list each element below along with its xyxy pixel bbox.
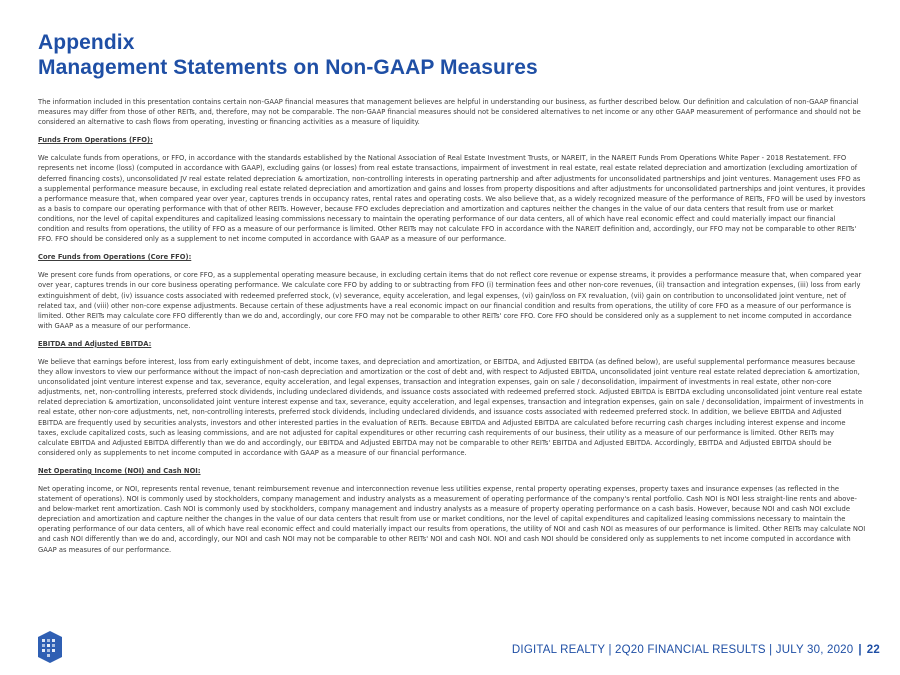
digital-realty-logo-icon [38, 631, 62, 663]
title-line-2: Management Statements on Non-GAAP Measures [38, 56, 538, 79]
content-area [38, 97, 866, 563]
section-ebitda [38, 339, 866, 458]
section-noi [38, 466, 866, 555]
section-body: We calculate funds from operations, or FFO, in accordance with the standards established by the National Association of Real Estate Investment Trusts, or NAREIT, in the NAREIT Funds From Operations White Paper - 2018 Restatement. FFO represents net income (loss) (computed in accordance with GAAP), excluding gains (or losses) from real estate transactions, impairment of investment in real estate, real estate related depreciation and amortization (excluding amortization of deferred financing costs), unconsolidated JV real estate related depreciation & amortization, non-controlling interests in operating partnership and after adjustments for unconsolidated partnerships and joint ventures. Management uses FFO as a supplemental performance measure because, in excluding real estate related depreciation and amortization and gains and losses from property dispositions and after adjustments for unconsolidated partnerships and joint ventures, it provides a performance measure that, when compared year over year, captures trends in occupancy rates, rental rates and operating costs. We also believe that, as a widely recognized measure of the performance of REITs, FFO will be used by investors as a basis to compare our operating performance with that of other REITs. However, because FFO excludes depreciation and amortization and captures neither the changes in the value of our data centers that result from use or market conditions, nor the level of capital expenditures and capitalized leasing commissions necessary to maintain the operating performance of our data centers, all of which have real economic effect and could materially impact our financial condition and results from operations, the utility of FFO as a measure of our performance is limited. Other REITs may not calculate FFO in accordance with the NAREIT definition and, accordingly, our FFO may not be comparable to other REITs' FFO. FFO should be considered only as a supplement to net income computed in accordance with GAAP as a measure of our performance. [38, 154, 866, 244]
section-heading: Core Funds from Operations (Core FFO): [38, 253, 192, 262]
logo-mark [38, 631, 62, 663]
section-heading: EBITDA and Adjusted EBITDA: [38, 339, 152, 348]
section-body: Net operating income, or NOI, represents rental revenue, tenant reimbursement revenue and interconnection revenue less utilities expense, rental property operating expenses, property taxes and insurance expenses (as reflected in the statement of operations). NOI is commonly used by stockholders, company management and industry analysts as a measurement of operating performance of the company's rental portfolio. Cash NOI is NOI less straight-line rents and above- and below-market rent amortization. Cash NOI is commonly used by stockholders, company management and industry analysts as a measure of property operating performance on a cash basis. However, because NOI and cash NOI exclude depreciation and amortization and capture neither the changes in the value of our data centers that result from use or market conditions, nor the level of capital expenditures and capitalized leasing commissions necessary to maintain the operating performance of our data centers, all of which have real economic effect and could materially impact our results from operations, the utility of NOI and cash NOI as measures of our performance is limited. Other REITs may calculate NOI and cash NOI differently than we do and, accordingly, our NOI and cash NOI may not be comparable to other REITs' NOI and cash NOI. NOI and cash NOI should be considered only as supplements to net income computed in accordance with GAAP as measures of our performance. [38, 485, 866, 554]
section-heading: Net Operating Income (NOI) and Cash NOI: [38, 466, 201, 475]
page-number: 22 [866, 644, 880, 656]
section-body: We believe that earnings before interest, loss from early extinguishment of debt, income taxes, and depreciation and amortization, or EBITDA, and Adjusted EBITDA (as defined below), are useful supplemental performance measures because they allow investors to view our performance without the impact of non-cash depreciation and amortization or the cost of debt and, with respect to Adjusted EBITDA, unconsolidated joint venture real estate related depreciation & amortization, unconsolidated joint venture interest expense and tax, severance, equity acceleration, and legal expenses, transaction and integration expenses, gain on sale / deconsolidation, impairment of investments in real estate, other non-core adjustments, net, non-controlling interests, preferred stock dividends, including undeclared dividends, and issuance costs associated with redeemed preferred stock. Adjusted EBITDA is EBITDA excluding unconsolidated joint venture real estate related depreciation & amortization, unconsolidated joint venture interest expense and tax, severance, equity acceleration, and legal expenses, transaction and integration expenses, gain on sale / deconsolidation, impairment of investments in real estate, other non-core adjustments, net, non-controlling interests, preferred stock dividends, including undeclared dividends, and issuance costs associated with redeemed preferred stock. In addition, we believe EBITDA and Adjusted EBITDA are frequently used by securities analysts, investors and other interested parties in the evaluation of REITs. Because EBITDA and Adjusted EBITDA are calculated before recurring cash charges including interest expense and income taxes, exclude capitalized costs, such as leasing commissions, and are not adjusted for capital expenditures or other recurring cash requirements of our business, their utility as a measure of our performance is limited. Other REITs may calculate EBITDA and Adjusted EBITDA differently than we do and accordingly, our EBITDA and Adjusted EBITDA may not be comparable to other REITs' EBITDA and Adjusted EBITDA. Accordingly, EBITDA and Adjusted EBITDA should be considered only as supplements to net income computed in accordance with GAAP as a measure of our financial performance. [38, 357, 864, 457]
page-title [38, 30, 538, 80]
title-line-1: Appendix [38, 31, 135, 54]
section-body: We present core funds from operations, or core FFO, as a supplemental operating measure because, in excluding certain items that do not reflect core revenue or expense streams, it provides a performance measure that, when compared year over year, captures trends in our core business operating performance. We calculate core FFO by adding to or subtracting from FFO (i) termination fees and other non-core revenues, (ii) transaction and integration expenses, (iii) loss from early extinguishment of debt, (iv) issuance costs associated with redeemed preferred stock, (v) severance, equity acceleration, and legal expenses, (vi) gain/loss on FX revaluation, (vii) gain on contribution to unconsolidated joint venture, net of related tax, and (viii) other non-core expense adjustments. Because certain of these adjustments have a real economic impact on our financial condition and results from operations, the utility of core FFO as a measure of our performance is limited. Other REITs may calculate core FFO differently than we do and, accordingly, our core FFO may not be comparable to other REITs' core FFO. Core FFO should be considered only as a supplement to net income computed in accordance with GAAP as a measure of our performance. [38, 271, 862, 330]
footer-text: DIGITAL REALTY | 2Q20 FINANCIAL RESULTS | JULY 30, 2020 [511, 644, 854, 656]
section-core-ffo [38, 252, 866, 331]
section-heading: Funds From Operations (FFO): [38, 136, 153, 145]
footer-separator: | [858, 644, 862, 656]
section-ffo [38, 135, 866, 244]
footer [512, 644, 880, 656]
intro-paragraph: The information included in this presentation contains certain non-GAAP financial measures that management believes are helpful in understanding our business, as further described below. Our definition and calculation of non-GAAP financial measures may differ from those of other REITs, and, therefore, may not be comparable. The non-GAAP financial measures should not be considered alternatives to net income or any other GAAP measurement of performance and should not be considered an alternative to cash flows from operating, investing or financing activities as a measure of liquidity. [38, 98, 861, 127]
